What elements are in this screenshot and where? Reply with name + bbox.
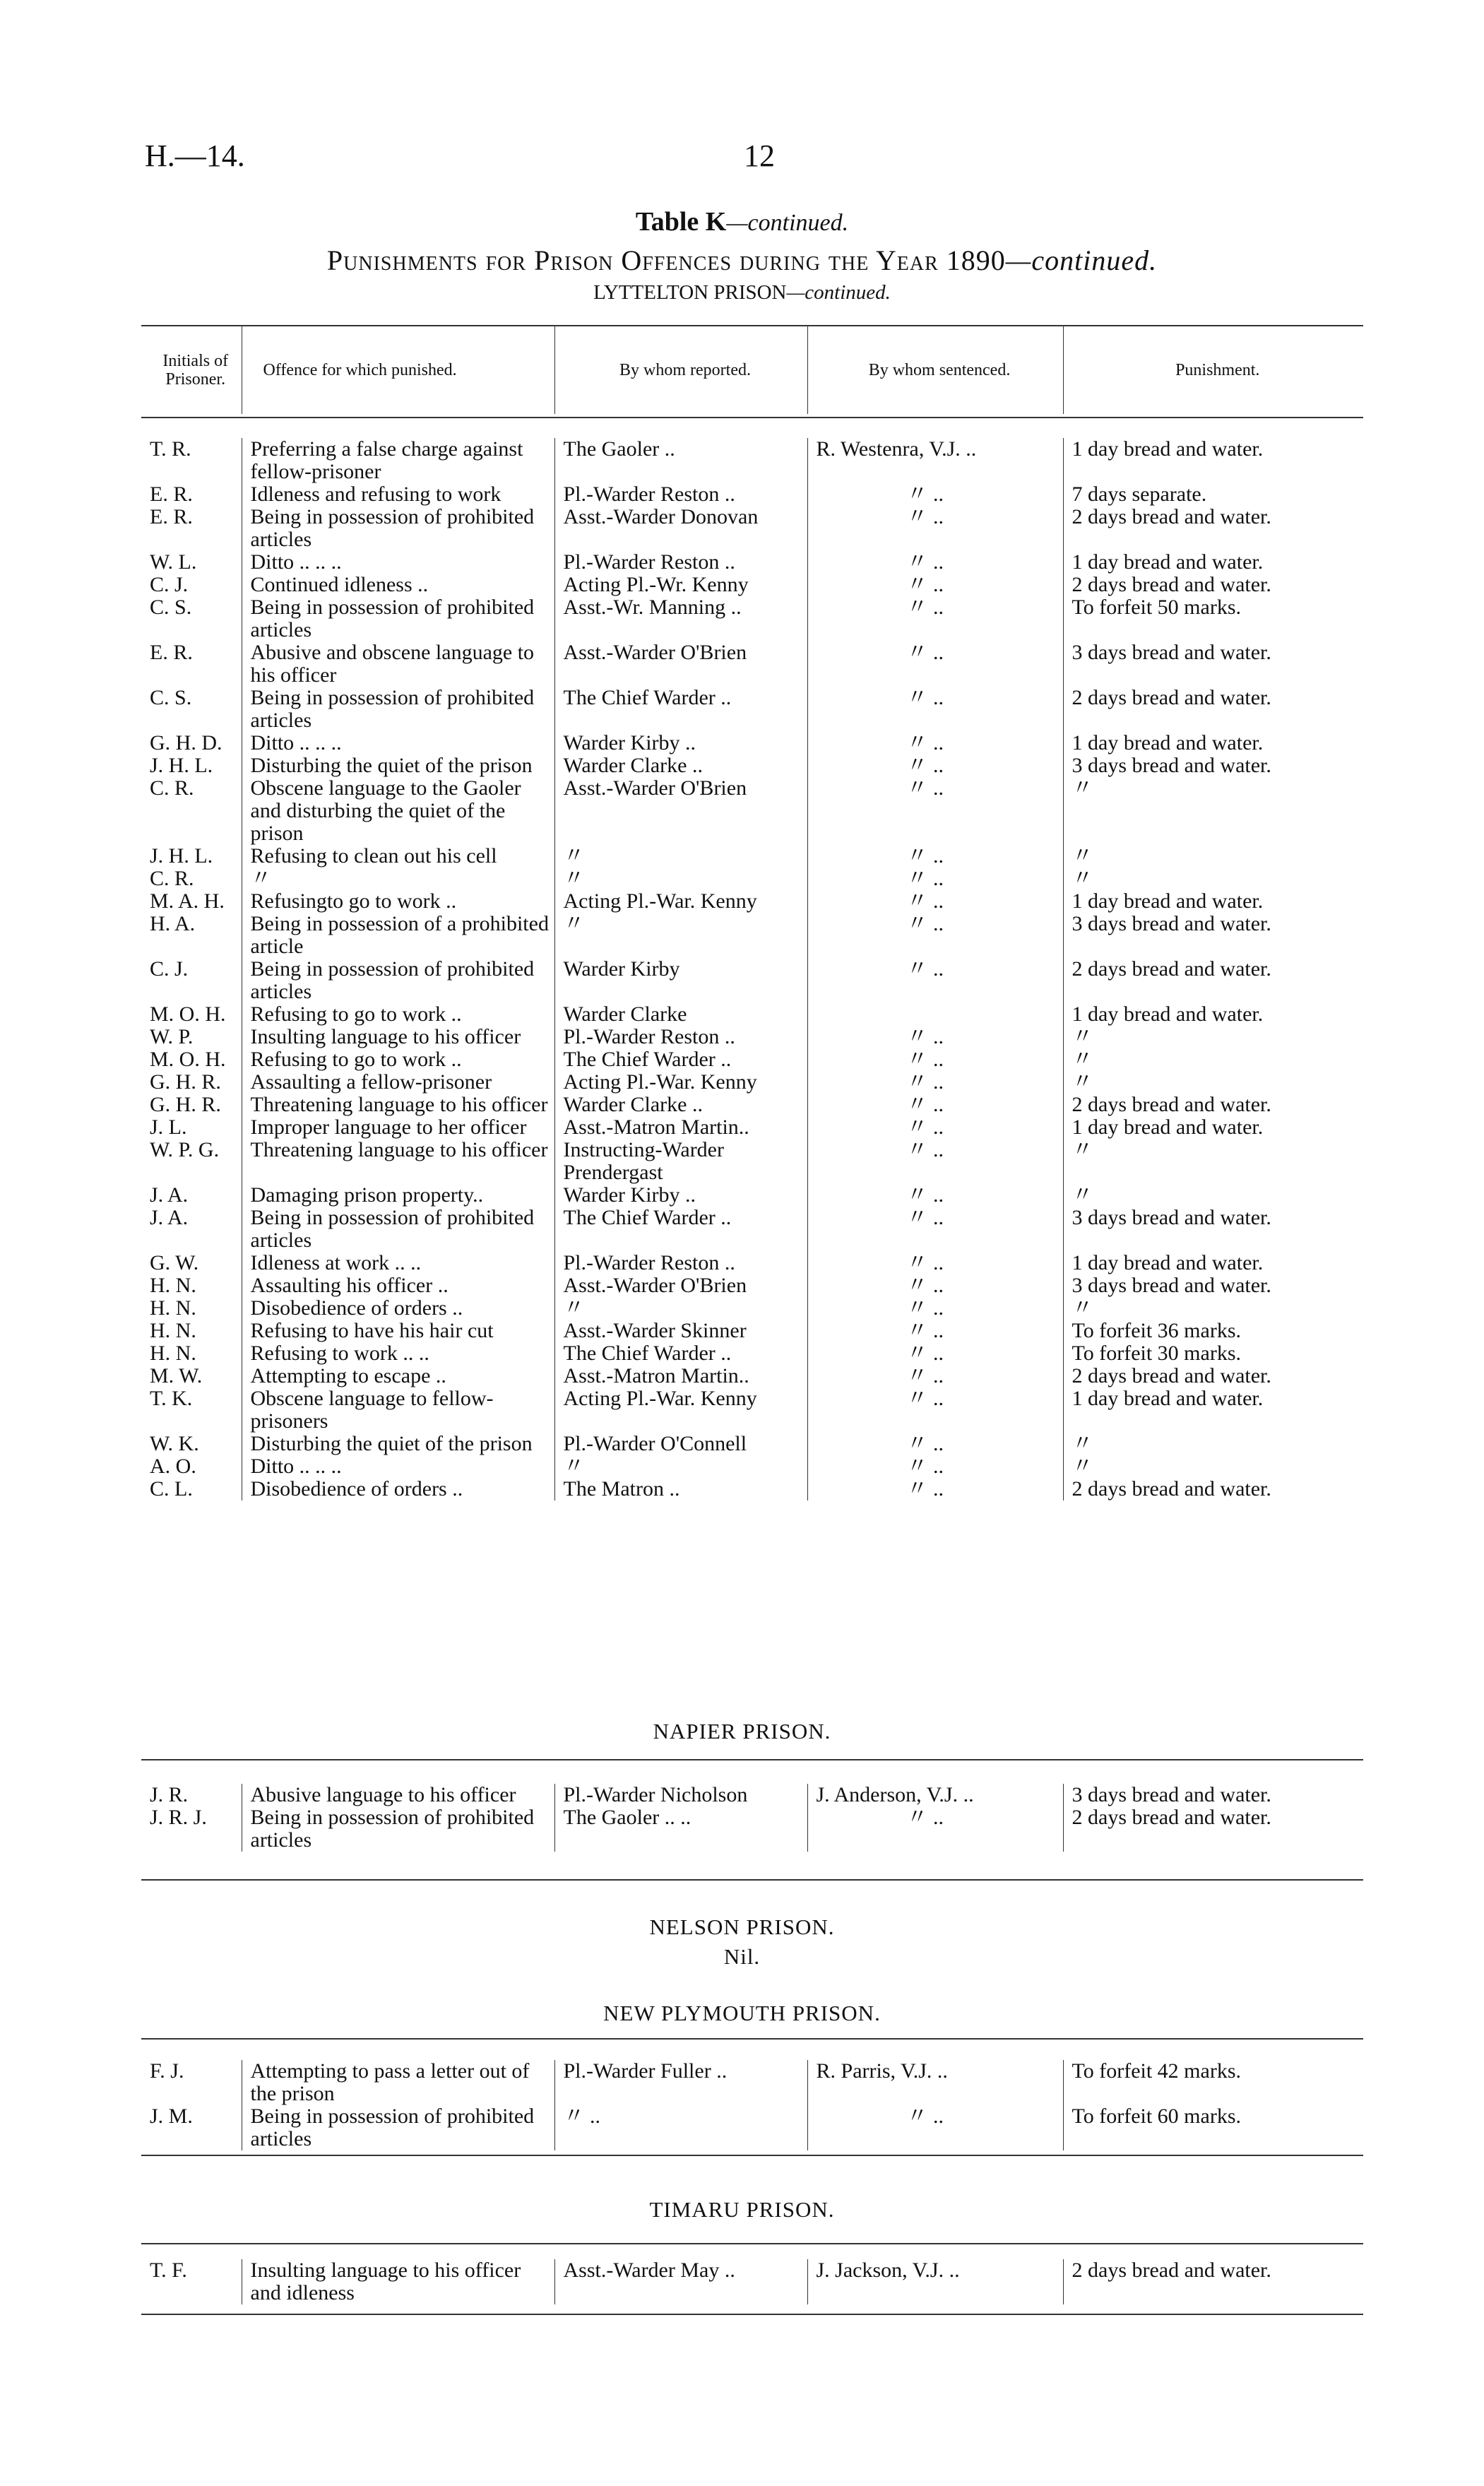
punishment: 3 days bread and water. bbox=[1063, 641, 1363, 687]
sentenced-by: 〃 .. bbox=[807, 868, 1063, 890]
prisoner-initials: M. W. bbox=[150, 1364, 203, 1387]
punishment: 2 days bread and water. bbox=[1063, 1806, 1363, 1852]
sentenced-by: J. Jackson, V.J. .. bbox=[807, 2259, 1063, 2304]
table-row bbox=[141, 1094, 1363, 1116]
sentenced-by: 〃 .. bbox=[807, 1094, 1063, 1116]
prisoner-initials: T. R. bbox=[150, 437, 191, 461]
reported-by: The Chief Warder .. bbox=[554, 1342, 807, 1365]
rule-newplymouth bbox=[141, 2038, 1363, 2040]
reported-by: Asst.-Warder Skinner bbox=[554, 1320, 807, 1342]
reported-by: Warder Clarke bbox=[554, 1003, 807, 1026]
prison-heading bbox=[0, 281, 1484, 304]
reported-by: Asst.-Warder O'Brien bbox=[554, 777, 807, 845]
sentenced-by: 〃 .. bbox=[807, 732, 1063, 754]
prisoner-initials: E. R. bbox=[150, 483, 193, 506]
timaru-title: TIMARU PRISON. bbox=[649, 2197, 835, 2222]
newplymouth-title: NEW PLYMOUTH PRISON. bbox=[603, 2001, 881, 2025]
prisoner-initials: W. L. bbox=[150, 550, 197, 574]
prisoner-initials: H. A. bbox=[150, 912, 196, 935]
prisoner-initials: J. H. L. bbox=[150, 844, 213, 868]
offence: Preferring a false charge against fellow-prisoner bbox=[242, 438, 554, 483]
table-row bbox=[141, 1139, 1363, 1184]
sentenced-by: 〃 .. bbox=[807, 1455, 1063, 1478]
punishment: 〃 bbox=[1063, 1455, 1363, 1478]
sentenced-by: 〃 .. bbox=[807, 1026, 1063, 1048]
sentenced-by: 〃 .. bbox=[807, 777, 1063, 845]
sentenced-by: 〃 .. bbox=[807, 958, 1063, 1003]
offence: Disobedience of orders .. bbox=[242, 1478, 554, 1501]
prisoner-initials: T. F. bbox=[150, 2259, 187, 2282]
table-row bbox=[141, 641, 1363, 687]
punishment: 3 days bread and water. bbox=[1063, 1207, 1363, 1252]
offence: Being in possession of prohibited articles bbox=[242, 1806, 554, 1852]
sentenced-by: 〃 .. bbox=[807, 1387, 1063, 1433]
prisoner-initials: M. O. H. bbox=[150, 1048, 226, 1071]
reported-by: 〃 bbox=[554, 868, 807, 890]
table-heading-cont: —continued. bbox=[1005, 244, 1158, 276]
sentenced-by: 〃 .. bbox=[807, 1365, 1063, 1387]
prisoner-initials: C. L. bbox=[150, 1477, 193, 1501]
reported-by: Asst.-Warder O'Brien bbox=[554, 641, 807, 687]
sentenced-by: J. Anderson, V.J. .. bbox=[807, 1784, 1063, 1806]
punishment: To forfeit 30 marks. bbox=[1063, 1342, 1363, 1365]
punishment: 2 days bread and water. bbox=[1063, 506, 1363, 551]
nelson-title: NELSON PRISON. bbox=[649, 1914, 835, 1939]
page-ref: H.—14. bbox=[145, 138, 245, 173]
punishment: 2 days bread and water. bbox=[1063, 687, 1363, 732]
reported-by: Warder Kirby .. bbox=[554, 1184, 807, 1207]
offence: Being in possession of prohibited articles bbox=[242, 687, 554, 732]
prisoner-initials: W. P. G. bbox=[150, 1138, 220, 1161]
sentenced-by: 〃 .. bbox=[807, 574, 1063, 596]
offence: Being in possession of prohibited articles bbox=[242, 1207, 554, 1252]
reported-by: 〃 bbox=[554, 1455, 807, 1478]
table-row bbox=[141, 868, 1363, 890]
table-heading bbox=[0, 244, 1484, 277]
offence: Refusingto go to work .. bbox=[242, 890, 554, 913]
table-row bbox=[141, 551, 1363, 574]
offence: Being in possession of prohibited articles bbox=[242, 596, 554, 641]
prisoner-initials: G. H. D. bbox=[150, 731, 222, 754]
offence: Continued idleness .. bbox=[242, 574, 554, 596]
prisoner-initials: G. W. bbox=[150, 1251, 199, 1274]
table-row bbox=[141, 913, 1363, 958]
prisoner-initials: J. M. bbox=[150, 2105, 193, 2128]
punishment: 1 day bread and water. bbox=[1063, 1116, 1363, 1139]
punishment: 1 day bread and water. bbox=[1063, 732, 1363, 754]
table-row bbox=[141, 1478, 1363, 1501]
punishment: 1 day bread and water. bbox=[1063, 1387, 1363, 1433]
prisoner-initials: G. H. R. bbox=[150, 1070, 221, 1094]
offence: Insulting language to his officer bbox=[242, 1026, 554, 1048]
punishment: 〃 bbox=[1063, 1297, 1363, 1320]
reported-by: Asst.-Matron Martin.. bbox=[554, 1365, 807, 1387]
punishment: To forfeit 42 marks. bbox=[1063, 2060, 1363, 2105]
prisoner-initials: H. N. bbox=[150, 1296, 196, 1320]
offence: 〃 bbox=[242, 868, 554, 890]
prisoner-initials: C. R. bbox=[150, 867, 194, 890]
punishment: 1 day bread and water. bbox=[1063, 438, 1363, 483]
punishment: 1 day bread and water. bbox=[1063, 1003, 1363, 1026]
prisoner-initials: E. R. bbox=[150, 641, 193, 664]
table-title-cont: —continued. bbox=[726, 210, 849, 236]
punishment: 2 days bread and water. bbox=[1063, 2259, 1363, 2304]
reported-by: Warder Clarke .. bbox=[554, 1094, 807, 1116]
prisoner-initials: C. S. bbox=[150, 686, 192, 709]
prisoner-initials: M. O. H. bbox=[150, 1002, 226, 1026]
offence: Obscene language to fellow-prisoners bbox=[242, 1387, 554, 1433]
column-header bbox=[141, 326, 1363, 414]
punishment: 2 days bread and water. bbox=[1063, 574, 1363, 596]
rule-timaru bbox=[141, 2243, 1363, 2244]
table-row bbox=[141, 1207, 1363, 1252]
sentenced-by: 〃 .. bbox=[807, 913, 1063, 958]
punishment: To forfeit 50 marks. bbox=[1063, 596, 1363, 641]
table-row bbox=[141, 574, 1363, 596]
prisoner-initials: H. N. bbox=[150, 1274, 196, 1297]
reported-by: 〃 bbox=[554, 913, 807, 958]
sentenced-by bbox=[807, 1003, 1063, 1026]
rule-napier-end bbox=[141, 1879, 1363, 1881]
punishment: To forfeit 36 marks. bbox=[1063, 1320, 1363, 1342]
sentenced-by: 〃 .. bbox=[807, 890, 1063, 913]
reported-by: Acting Pl.-Wr. Kenny bbox=[554, 574, 807, 596]
offence: Idleness and refusing to work bbox=[242, 483, 554, 506]
sentenced-by: 〃 .. bbox=[807, 551, 1063, 574]
table-row bbox=[141, 2060, 1363, 2105]
table-row bbox=[141, 777, 1363, 845]
sentenced-by: 〃 .. bbox=[807, 1184, 1063, 1207]
table-title-text: Table K bbox=[635, 207, 727, 237]
sentenced-by: 〃 .. bbox=[807, 1297, 1063, 1320]
punishment: 〃 bbox=[1063, 1026, 1363, 1048]
prisoner-initials: J. H. L. bbox=[150, 754, 213, 777]
prisoner-initials: M. A. H. bbox=[150, 889, 225, 913]
prisoner-initials: A. O. bbox=[150, 1455, 196, 1478]
reported-by: Instructing-Warder Prendergast bbox=[554, 1139, 807, 1184]
offence: Refusing to have his hair cut bbox=[242, 1320, 554, 1342]
offence: Idleness at work .. .. bbox=[242, 1252, 554, 1274]
nelson-note: Nil. bbox=[723, 1944, 761, 1969]
prisoner-initials: J. R. bbox=[150, 1783, 189, 1806]
reported-by: Pl.-Warder Reston .. bbox=[554, 551, 807, 574]
napier-table bbox=[141, 1784, 1363, 1852]
offence: Being in possession of prohibited articles bbox=[242, 958, 554, 1003]
offence: Disturbing the quiet of the prison bbox=[242, 754, 554, 777]
prisoner-initials: T. K. bbox=[150, 1387, 193, 1410]
offence: Abusive and obscene language to his officer bbox=[242, 641, 554, 687]
offence: Refusing to work .. .. bbox=[242, 1342, 554, 1365]
reported-by: Pl.-Warder Reston .. bbox=[554, 483, 807, 506]
table-row bbox=[141, 890, 1363, 913]
offence: Threatening language to his officer bbox=[242, 1094, 554, 1116]
table-row bbox=[141, 1433, 1363, 1455]
offence: Threatening language to his officer bbox=[242, 1139, 554, 1184]
prisoner-initials: F. J. bbox=[150, 2059, 184, 2083]
offence: Attempting to escape .. bbox=[242, 1365, 554, 1387]
reported-by: 〃 .. bbox=[554, 2105, 807, 2150]
reported-by: Asst.-Warder May .. bbox=[554, 2259, 807, 2304]
reported-by: 〃 bbox=[554, 845, 807, 868]
sentenced-by: 〃 .. bbox=[807, 641, 1063, 687]
sentenced-by: 〃 .. bbox=[807, 1139, 1063, 1184]
sentenced-by: 〃 .. bbox=[807, 1342, 1063, 1365]
table-row bbox=[141, 958, 1363, 1003]
reported-by: The Gaoler .. .. bbox=[554, 1806, 807, 1852]
reported-by: The Chief Warder .. bbox=[554, 1048, 807, 1071]
punishment: 〃 bbox=[1063, 1071, 1363, 1094]
offence: Being in possession of a prohibited article bbox=[242, 913, 554, 958]
prison-heading-text: LYTTELTON PRISON bbox=[593, 281, 787, 304]
table-row bbox=[141, 1365, 1363, 1387]
reported-by: Pl.-Warder Reston .. bbox=[554, 1026, 807, 1048]
timaru-table bbox=[141, 2259, 1363, 2304]
offence: Damaging prison property.. bbox=[242, 1184, 554, 1207]
table-row bbox=[141, 483, 1363, 506]
punishment: 2 days bread and water. bbox=[1063, 1094, 1363, 1116]
offence: Ditto .. .. .. bbox=[242, 732, 554, 754]
table-row bbox=[141, 506, 1363, 551]
table-row bbox=[141, 1252, 1363, 1274]
sentenced-by: 〃 .. bbox=[807, 1252, 1063, 1274]
punishment: 〃 bbox=[1063, 845, 1363, 868]
page-number: 12 bbox=[744, 138, 775, 173]
rule-header bbox=[141, 417, 1363, 418]
reported-by: Acting Pl.-War. Kenny bbox=[554, 1387, 807, 1433]
offence: Being in possession of prohibited articles bbox=[242, 2105, 554, 2150]
sentenced-by: 〃 .. bbox=[807, 1478, 1063, 1501]
table-row bbox=[141, 1048, 1363, 1071]
sentenced-by: 〃 .. bbox=[807, 1207, 1063, 1252]
table-row bbox=[141, 2259, 1363, 2304]
punishment: 〃 bbox=[1063, 1184, 1363, 1207]
newplymouth-table bbox=[141, 2060, 1363, 2150]
prisoner-initials: W. P. bbox=[150, 1025, 194, 1048]
reported-by: The Chief Warder .. bbox=[554, 687, 807, 732]
offence: Refusing to go to work .. bbox=[242, 1048, 554, 1071]
table-row bbox=[141, 687, 1363, 732]
punishment: 3 days bread and water. bbox=[1063, 754, 1363, 777]
table-row bbox=[141, 732, 1363, 754]
punishment: 2 days bread and water. bbox=[1063, 1478, 1363, 1501]
punishment: 1 day bread and water. bbox=[1063, 890, 1363, 913]
col-sentenced: By whom sentenced. bbox=[807, 326, 1063, 414]
offence: Obscene language to the Gaoler and disturbing the quiet of the prison bbox=[242, 777, 554, 845]
sentenced-by: 〃 .. bbox=[807, 1071, 1063, 1094]
reported-by: Acting Pl.-War. Kenny bbox=[554, 1071, 807, 1094]
offence: Assaulting a fellow-prisoner bbox=[242, 1071, 554, 1094]
sentenced-by: R. Westenra, V.J. .. bbox=[807, 438, 1063, 483]
table-row bbox=[141, 2105, 1363, 2150]
punishment: 2 days bread and water. bbox=[1063, 1365, 1363, 1387]
reported-by: Pl.-Warder Fuller .. bbox=[554, 2060, 807, 2105]
punishment: 7 days separate. bbox=[1063, 483, 1363, 506]
table-row bbox=[141, 1071, 1363, 1094]
reported-by: The Gaoler .. bbox=[554, 438, 807, 483]
sentenced-by: 〃 .. bbox=[807, 845, 1063, 868]
reported-by: Acting Pl.-War. Kenny bbox=[554, 890, 807, 913]
prisoner-initials: J. A. bbox=[150, 1183, 189, 1207]
sentenced-by: R. Parris, V.J. .. bbox=[807, 2060, 1063, 2105]
table-title bbox=[0, 206, 1484, 237]
offence: Ditto .. .. .. bbox=[242, 1455, 554, 1478]
reported-by: Asst.-Matron Martin.. bbox=[554, 1116, 807, 1139]
col-offence: Offence for which punished. bbox=[242, 326, 554, 414]
prisoner-initials: W. K. bbox=[150, 1432, 199, 1455]
offence: Refusing to clean out his cell bbox=[242, 845, 554, 868]
sentenced-by: 〃 .. bbox=[807, 1806, 1063, 1852]
sentenced-by: 〃 .. bbox=[807, 1116, 1063, 1139]
reported-by: Warder Kirby .. bbox=[554, 732, 807, 754]
table-row bbox=[141, 1297, 1363, 1320]
rule-timaru-end bbox=[141, 2314, 1363, 2315]
col-punishment: Punishment. bbox=[1063, 326, 1363, 414]
offence: Disturbing the quiet of the prison bbox=[242, 1433, 554, 1455]
sentenced-by: 〃 .. bbox=[807, 1433, 1063, 1455]
reported-by: The Chief Warder .. bbox=[554, 1207, 807, 1252]
table-heading-text: Punishments for Prison Offences during the Year 1890 bbox=[326, 244, 1006, 276]
prisoner-initials: H. N. bbox=[150, 1342, 196, 1365]
reported-by: 〃 bbox=[554, 1297, 807, 1320]
offence: Ditto .. .. .. bbox=[242, 551, 554, 574]
table-row bbox=[141, 1026, 1363, 1048]
prisoner-initials: C. S. bbox=[150, 596, 192, 619]
prisoner-initials: G. H. R. bbox=[150, 1093, 221, 1116]
rule-newplymouth-end bbox=[141, 2155, 1363, 2156]
offence: Attempting to pass a letter out of the prison bbox=[242, 2060, 554, 2105]
prisoner-initials: E. R. bbox=[150, 505, 193, 528]
punishment: 〃 bbox=[1063, 868, 1363, 890]
reported-by: Pl.-Warder O'Connell bbox=[554, 1433, 807, 1455]
offence: Refusing to go to work .. bbox=[242, 1003, 554, 1026]
sentenced-by: 〃 .. bbox=[807, 1048, 1063, 1071]
punishment: 3 days bread and water. bbox=[1063, 913, 1363, 958]
punishment: 〃 bbox=[1063, 1433, 1363, 1455]
sentenced-by: 〃 .. bbox=[807, 506, 1063, 551]
prisoner-initials: J. L. bbox=[150, 1115, 187, 1139]
sentenced-by: 〃 .. bbox=[807, 687, 1063, 732]
napier-title: NAPIER PRISON. bbox=[653, 1719, 831, 1744]
reported-by: Asst.-Wr. Manning .. bbox=[554, 596, 807, 641]
prisoner-initials: H. N. bbox=[150, 1319, 196, 1342]
punishment: 1 day bread and water. bbox=[1063, 551, 1363, 574]
punishment: 3 days bread and water. bbox=[1063, 1274, 1363, 1297]
punishment: 〃 bbox=[1063, 1048, 1363, 1071]
punishment: To forfeit 60 marks. bbox=[1063, 2105, 1363, 2150]
table-row bbox=[141, 1806, 1363, 1852]
table-row bbox=[141, 438, 1363, 483]
prisoner-initials: C. J. bbox=[150, 573, 189, 596]
sentenced-by: 〃 .. bbox=[807, 2105, 1063, 2150]
prisoner-initials: C. J. bbox=[150, 957, 189, 981]
table-row bbox=[141, 1274, 1363, 1297]
prisoner-initials: C. R. bbox=[150, 776, 194, 800]
reported-by: Asst.-Warder O'Brien bbox=[554, 1274, 807, 1297]
table-row bbox=[141, 754, 1363, 777]
prison-heading-cont: —continued. bbox=[786, 281, 891, 304]
table-row bbox=[141, 1342, 1363, 1365]
reported-by: Pl.-Warder Reston .. bbox=[554, 1252, 807, 1274]
col-reported: By whom reported. bbox=[554, 326, 807, 414]
table-row bbox=[141, 1116, 1363, 1139]
punishment: 3 days bread and water. bbox=[1063, 1784, 1363, 1806]
rule-napier bbox=[141, 1759, 1363, 1760]
reported-by: Asst.-Warder Donovan bbox=[554, 506, 807, 551]
offence: Being in possession of prohibited articles bbox=[242, 506, 554, 551]
sentenced-by: 〃 .. bbox=[807, 596, 1063, 641]
table-row bbox=[141, 1455, 1363, 1478]
sentenced-by: 〃 .. bbox=[807, 754, 1063, 777]
table-row bbox=[141, 845, 1363, 868]
table-row bbox=[141, 1184, 1363, 1207]
punishment: 2 days bread and water. bbox=[1063, 958, 1363, 1003]
offence: Abusive language to his officer bbox=[242, 1784, 554, 1806]
offence: Insulting language to his officer and idleness bbox=[242, 2259, 554, 2304]
table-row bbox=[141, 1784, 1363, 1806]
offence: Improper language to her officer bbox=[242, 1116, 554, 1139]
sentenced-by: 〃 .. bbox=[807, 1274, 1063, 1297]
reported-by: Pl.-Warder Nicholson bbox=[554, 1784, 807, 1806]
sentenced-by: 〃 .. bbox=[807, 483, 1063, 506]
table-row bbox=[141, 1387, 1363, 1433]
prisoner-initials: J. R. J. bbox=[150, 1806, 207, 1829]
sentenced-by: 〃 .. bbox=[807, 1320, 1063, 1342]
reported-by: The Matron .. bbox=[554, 1478, 807, 1501]
punishment: 1 day bread and water. bbox=[1063, 1252, 1363, 1274]
reported-by: Warder Kirby bbox=[554, 958, 807, 1003]
punishment: 〃 bbox=[1063, 777, 1363, 845]
prisoner-initials: J. A. bbox=[150, 1206, 189, 1229]
lyttelton-table bbox=[141, 438, 1363, 1501]
offence: Disobedience of orders .. bbox=[242, 1297, 554, 1320]
table-row bbox=[141, 596, 1363, 641]
offence: Assaulting his officer .. bbox=[242, 1274, 554, 1297]
table-row bbox=[141, 1003, 1363, 1026]
punishment: 〃 bbox=[1063, 1139, 1363, 1184]
col-initials: Initials of Prisoner. bbox=[162, 352, 229, 389]
reported-by: Warder Clarke .. bbox=[554, 754, 807, 777]
table-row bbox=[141, 1320, 1363, 1342]
